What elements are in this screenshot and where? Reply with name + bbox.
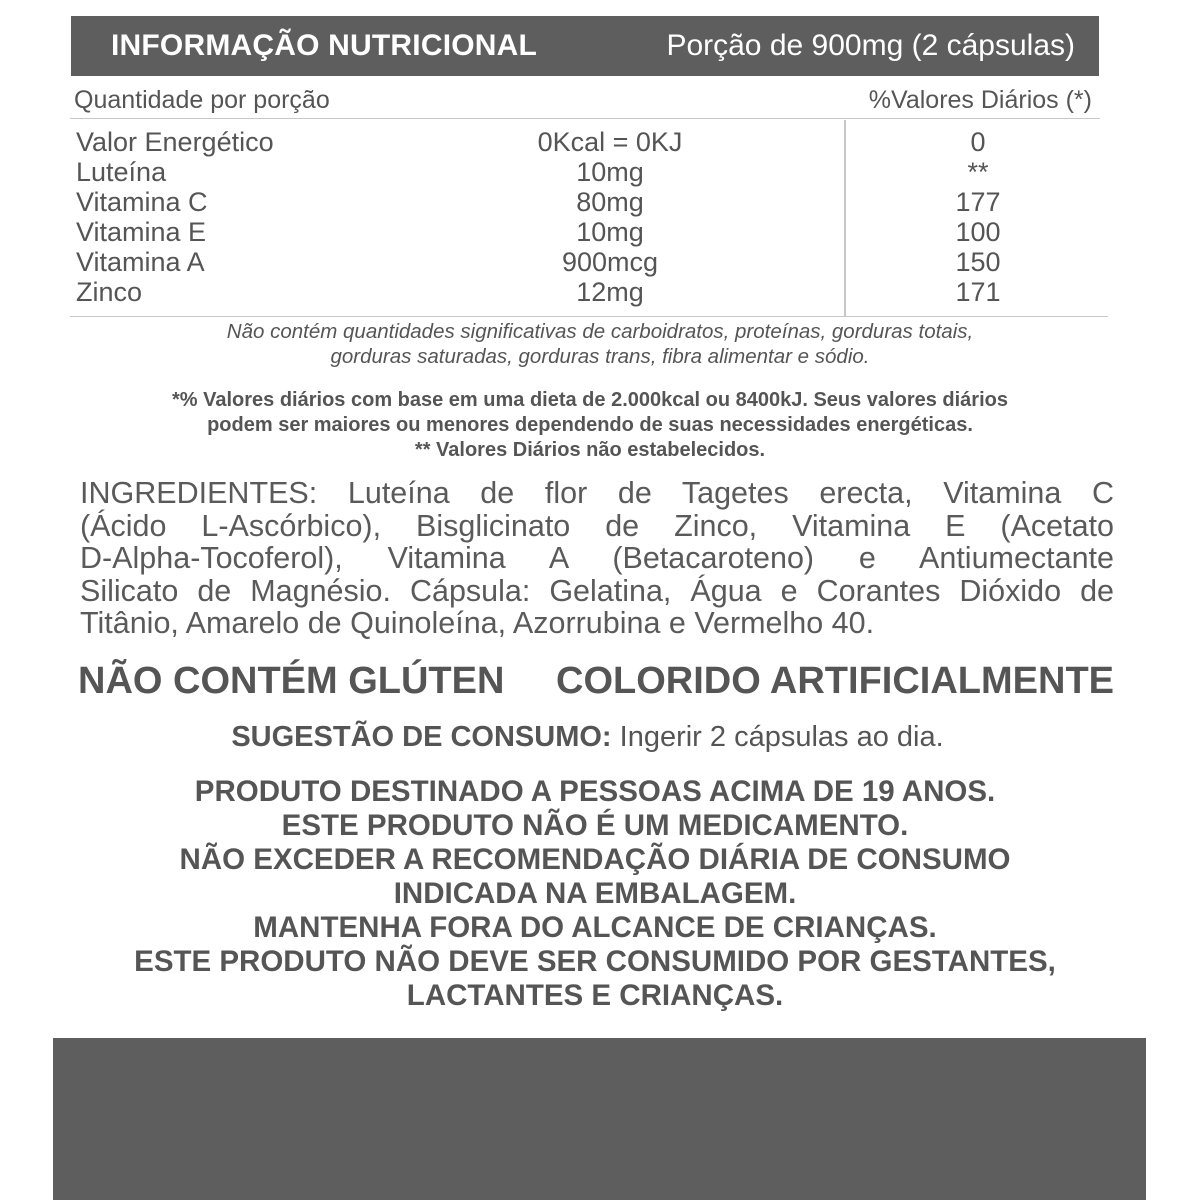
table-row (70, 277, 1108, 307)
nutrient-name: Vitamina A (76, 247, 205, 277)
footnote-line: ** Valores Diários não estabelecidos. (414, 439, 766, 461)
suggestion-text: Ingerir 2 cápsulas ao dia. (611, 721, 944, 753)
consumption-suggestion (0, 721, 1175, 754)
product-claims (78, 660, 1118, 706)
nutrient-name: Vitamina E (76, 217, 207, 247)
footnote-line: *% Valores diários com base em uma dieta de 2.000kcal ou 8400kJ. Seus valores diários (172, 389, 1008, 411)
warning-line: NÃO EXCEDER A RECOMENDAÇÃO DIÁRIA DE CONSUMO (179, 843, 1011, 876)
note-line: Não contém quantidades significativas de carboidratos, proteínas, gorduras totais, (226, 320, 974, 343)
nutrient-daily-value: ** (967, 157, 989, 187)
warning-line: ESTE PRODUTO NÃO É UM MEDICAMENTO. (281, 809, 909, 842)
nutrient-amount: 10mg (576, 217, 644, 247)
ingredients-paragraph (80, 477, 1114, 640)
warning-line: ESTE PRODUTO NÃO DEVE SER CONSUMIDO POR GESTANTES, (134, 945, 1056, 978)
nutrient-name: Valor Energético (76, 127, 274, 157)
portion-size: Porção de 900mg (2 cápsulas) (666, 29, 1075, 62)
warning-line: PRODUTO DESTINADO A PESSOAS ACIMA DE 19 ANOS. (194, 775, 996, 808)
nutrition-subheader (70, 82, 1100, 119)
nutrient-daily-value: 0 (970, 127, 986, 157)
daily-values-label: %Valores Diários (*) (868, 86, 1092, 114)
suggestion-label: SUGESTÃO DE CONSUMO: (231, 721, 612, 753)
warning-line: INDICADA NA EMBALAGEM. (393, 877, 797, 910)
gluten-free-claim: NÃO CONTÉM GLÚTEN (78, 660, 505, 702)
warning-line: LACTANTES E CRIANÇAS. (406, 979, 784, 1012)
table-row (70, 217, 1108, 247)
table-row (70, 187, 1108, 217)
table-row (70, 157, 1108, 187)
note-line: gorduras saturadas, gorduras trans, fibra alimentar e sódio. (330, 345, 870, 368)
nutrition-table (70, 120, 1108, 317)
nutrition-title: INFORMAÇÃO NUTRICIONAL (111, 29, 538, 62)
nutrient-amount: 900mcg (561, 247, 659, 277)
footnote-line: podem ser maiores ou menores dependendo de suas necessidades energéticas. (207, 414, 973, 436)
nutrient-daily-value: 171 (955, 277, 1001, 307)
warning-line: MANTENHA FORA DO ALCANCE DE CRIANÇAS. (253, 911, 937, 944)
nutrient-name: Vitamina C (76, 187, 208, 217)
nutrient-daily-value: 177 (955, 187, 1001, 217)
nutrient-amount: 0Kcal = 0KJ (537, 127, 683, 157)
nutrient-amount: 80mg (576, 187, 644, 217)
warnings-block (0, 775, 1190, 1013)
nutrient-amount: 12mg (576, 277, 644, 307)
ingredients-line: (Ácido L-Ascórbico), Bisglicinato de Zinco, Vitamina E (Acetato (80, 508, 1114, 543)
nutrient-daily-value: 150 (955, 247, 1001, 277)
nutrient-name: Zinco (76, 277, 143, 307)
ingredients-line: D-Alpha-Tocoferol), Vitamina A (Betacaroteno) e Antiumectante (80, 541, 1114, 575)
artificial-color-claim: COLORIDO ARTIFICIALMENTE (556, 660, 1114, 702)
nutrition-header-bar (71, 16, 1099, 76)
bottom-band (53, 1038, 1146, 1200)
ingredients-line: Silicato de Magnésio. Cápsula: Gelatina, Água e Corantes Dióxido de (80, 573, 1114, 608)
quantity-per-portion-label: Quantidade por porção (74, 86, 330, 114)
table-row (70, 127, 1108, 157)
table-row (70, 247, 1108, 277)
nutrient-daily-value: 100 (955, 217, 1001, 247)
nutrient-amount: 10mg (576, 157, 644, 187)
ingredients-line: Titânio, Amarelo de Quinoleína, Azorrubina e Vermelho 40. (80, 606, 875, 640)
daily-values-footnote (60, 388, 1120, 463)
ingredients-line: INGREDIENTES: Luteína de flor de Tagetes erecta, Vitamina C (80, 476, 1114, 510)
nutrient-name: Luteína (76, 157, 167, 187)
not-significant-note (70, 319, 1130, 369)
